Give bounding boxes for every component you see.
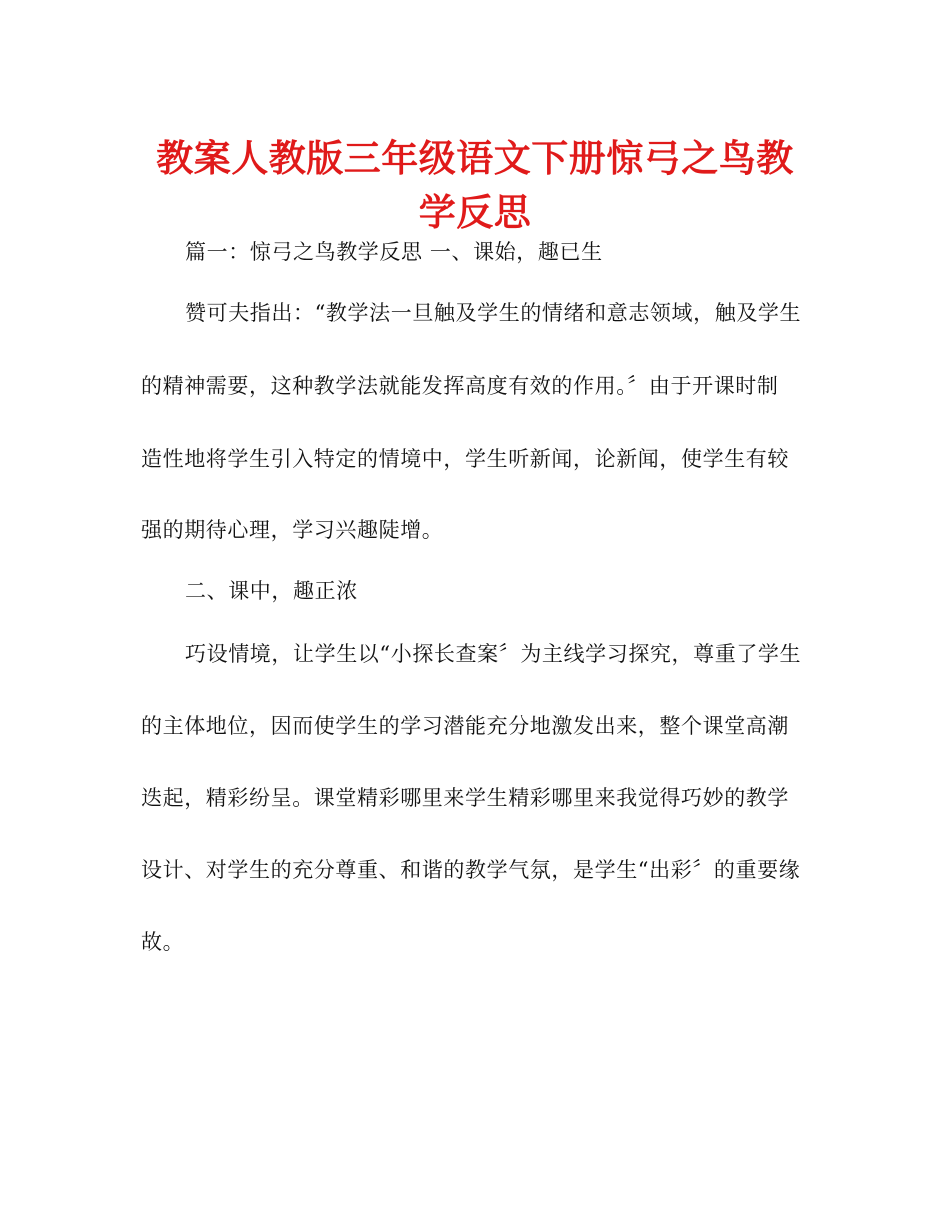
paragraph-line: 强的期待心理，学习兴趣陡增。	[141, 518, 444, 542]
paragraph-line: 设计、对学生的充分尊重、和谐的教学气氛，是学生“出彩〞的重要缘	[141, 858, 801, 882]
paragraph-line: 赞可夫指出：“教学法一旦触及学生的情绪和意志领域，触及学生	[185, 301, 802, 325]
section-heading-1: 篇一：惊弓之鸟教学反思 一、课始，趣已生	[185, 240, 603, 264]
paragraph-line: 的主体地位，因而使学生的学习潜能充分地激发出来，整个课堂高潮	[141, 714, 789, 738]
paragraph-line: 造性地将学生引入特定的情境中，学生听新闻，论新闻，使学生有较	[141, 447, 789, 471]
section-heading-2: 二、课中，趣正浓	[185, 579, 358, 603]
paragraph-line: 迭起，精彩纷呈。课堂精彩哪里来学生精彩哪里来我觉得巧妙的教学	[141, 786, 789, 810]
paragraph-line: 的精神需要，这种教学法就能发挥高度有效的作用。〞由于开课时制	[141, 374, 779, 398]
paragraph-line: 故。	[141, 930, 185, 954]
document-title: 教案人教版三年级语文下册惊弓之鸟教学反思	[156, 137, 794, 234]
paragraph-line: 巧设情境，让学生以“小探长查案〞为主线学习探究，尊重了学生	[185, 642, 802, 666]
